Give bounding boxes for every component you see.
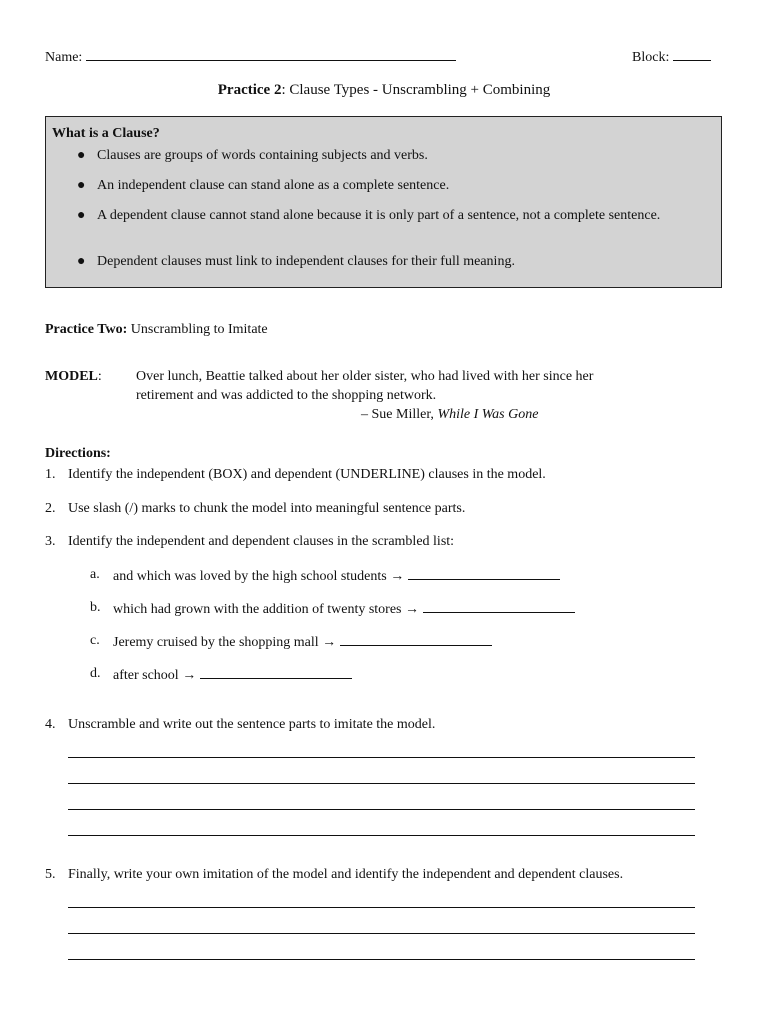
answer-blank[interactable] [340, 632, 492, 646]
step-number: 3. [45, 534, 56, 549]
attribution-author: – Sue Miller, [361, 407, 438, 422]
step-number: 2. [45, 501, 56, 516]
block-blank[interactable] [673, 47, 711, 61]
page-title-bold: Practice 2 [217, 82, 282, 98]
writing-line[interactable] [68, 835, 695, 836]
clause-bullet-text: Clauses are groups of words containing subjects and verbs. [97, 148, 428, 163]
attribution-title: While I Was Gone [437, 407, 539, 422]
name-field[interactable] [45, 47, 456, 66]
block-label: Block: [632, 50, 670, 65]
writing-line[interactable] [68, 907, 695, 908]
page-title [0, 82, 768, 99]
name-blank[interactable] [86, 47, 456, 61]
bullet-dot-icon: ● [77, 254, 86, 269]
writing-line[interactable] [68, 809, 695, 810]
clause-definition-box [45, 116, 722, 288]
directions-heading: Directions: [45, 446, 111, 461]
writing-line[interactable] [68, 757, 695, 758]
page-title-rest: : Clause Types - Unscrambling + Combining [281, 82, 551, 98]
block-field[interactable] [632, 47, 711, 66]
sub-item-letter: a. [90, 567, 100, 582]
step-text: Identify the independent (BOX) and dependent (UNDERLINE) clauses in the model. [68, 467, 546, 482]
sub-item-letter: c. [90, 633, 100, 648]
answer-blank[interactable] [408, 566, 560, 580]
sub-item-letter: d. [90, 666, 101, 681]
clause-bullet-text: A dependent clause cannot stand alone because it is only part of a sentence, not a complete sentence. [97, 208, 661, 223]
model-attribution [361, 406, 538, 423]
model-sentence-line2: retirement and was addicted to the shopping network. [136, 388, 437, 403]
sub-item-text: after school → [113, 668, 197, 683]
practice-text: Unscrambling to Imitate [130, 322, 268, 337]
sub-item-text: Jeremy cruised by the shopping mall → [113, 635, 337, 650]
step-text: Unscramble and write out the sentence parts to imitate the model. [68, 717, 436, 732]
answer-blank[interactable] [423, 599, 575, 613]
sub-item [113, 566, 560, 585]
sub-item [113, 665, 352, 684]
sub-item [113, 632, 492, 651]
model-label: MODEL: [45, 369, 102, 384]
step-text: Use slash (/) marks to chunk the model into meaningful sentence parts. [68, 501, 466, 516]
step-number: 5. [45, 867, 56, 882]
answer-blank[interactable] [200, 665, 352, 679]
clause-bullet-text: An independent clause can stand alone as a complete sentence. [97, 178, 450, 193]
model-sentence-line1: Over lunch, Beattie talked about her older sister, who had lived with her since her [136, 369, 594, 384]
step-number: 4. [45, 717, 56, 732]
name-label: Name: [45, 50, 83, 65]
clause-box-heading: What is a Clause? [52, 126, 160, 141]
step-text: Finally, write your own imitation of the model and identify the independent and dependent clauses. [68, 867, 624, 882]
step-number: 1. [45, 467, 56, 482]
practice-heading [45, 321, 268, 338]
step-text: Identify the independent and dependent clauses in the scrambled list: [68, 534, 455, 549]
writing-line[interactable] [68, 959, 695, 960]
writing-line[interactable] [68, 933, 695, 934]
bullet-dot-icon: ● [77, 208, 86, 223]
sub-item [113, 599, 575, 618]
bullet-dot-icon: ● [77, 178, 86, 193]
writing-line[interactable] [68, 783, 695, 784]
bullet-dot-icon: ● [77, 148, 86, 163]
sub-item-text: and which was loved by the high school students → [113, 569, 405, 584]
sub-item-letter: b. [90, 600, 101, 615]
sub-item-text: which had grown with the addition of twenty stores → [113, 602, 420, 617]
practice-label: Practice Two: [45, 322, 128, 337]
clause-bullet-text: Dependent clauses must link to independent clauses for their full meaning. [97, 254, 515, 269]
